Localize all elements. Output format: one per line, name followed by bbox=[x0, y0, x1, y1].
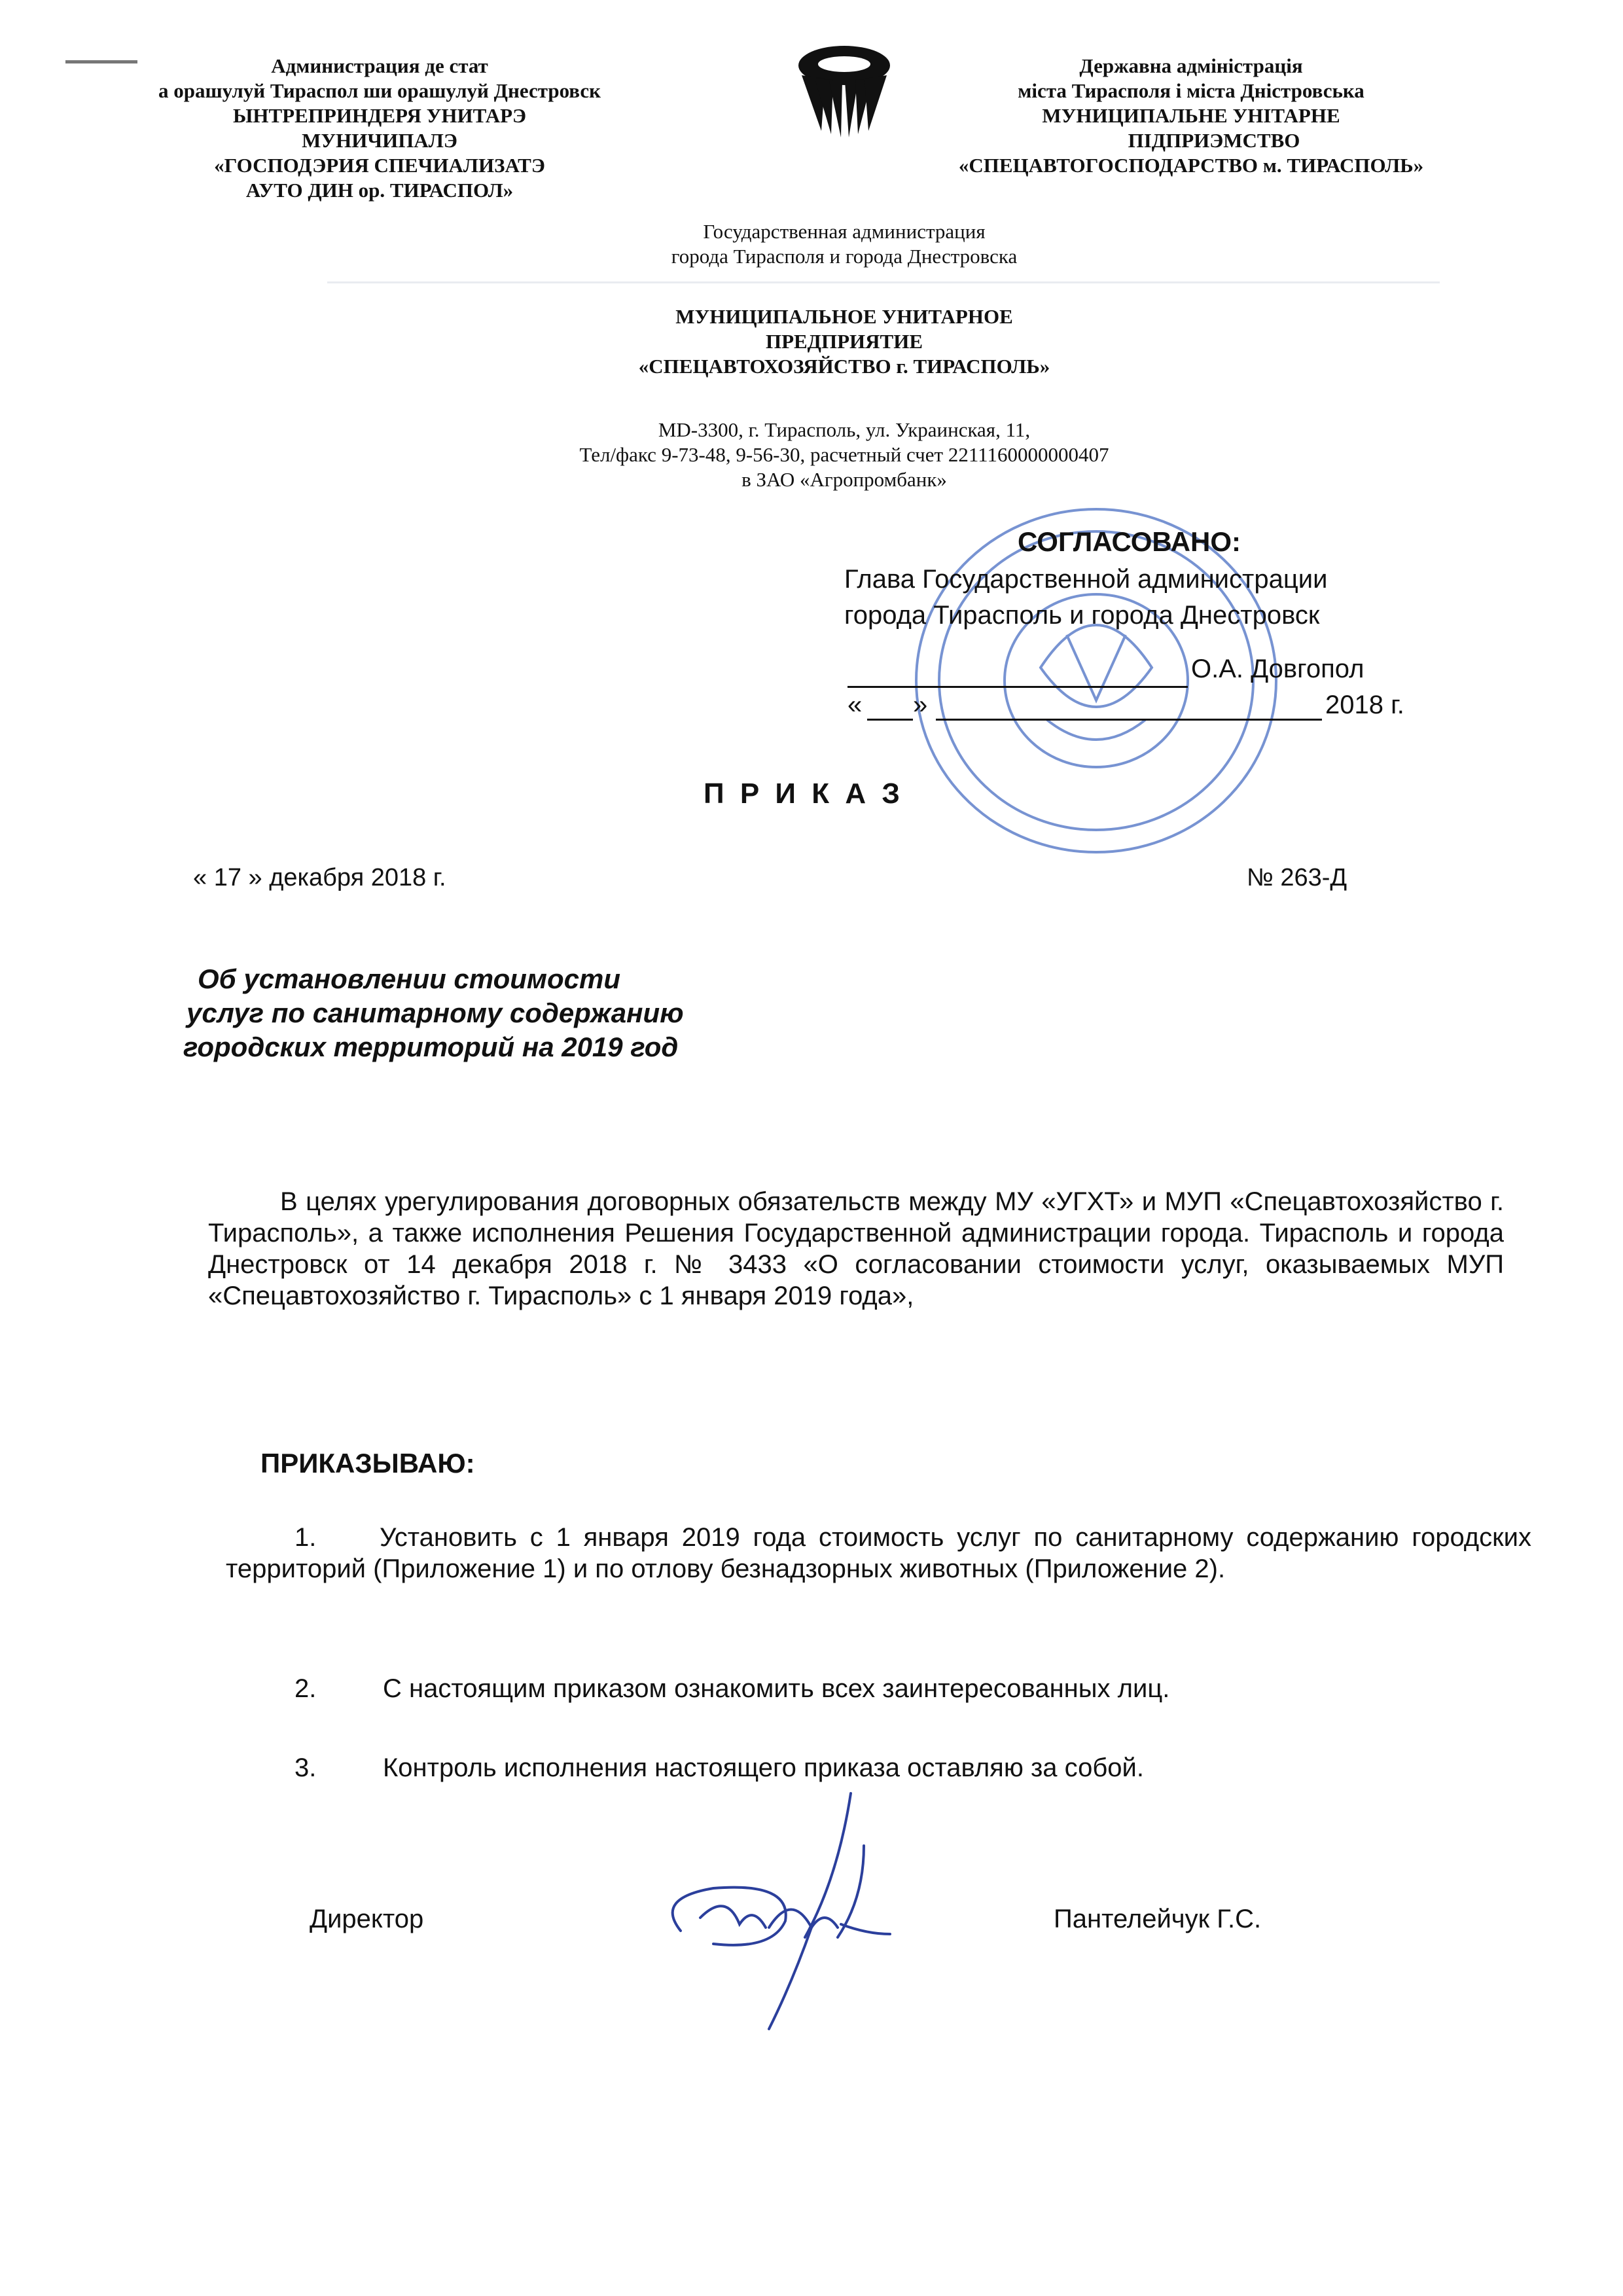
approval-line-2: города Тирасполь и города Днестровск bbox=[844, 601, 1320, 630]
order-subject bbox=[183, 962, 812, 1064]
signature-underline bbox=[847, 686, 1188, 688]
subject-line: городских территорий на 2019 год bbox=[183, 1031, 679, 1062]
item-text: Установить с 1 января 2019 года стоимость услуг по санитарному содержанию городских территорий (Приложение 1) и по отлову безнадзорных животных (Приложение 2). bbox=[226, 1523, 1531, 1583]
header-left-line: а орашулуй Тираспол ши орашулуй Днестровск bbox=[158, 79, 601, 102]
order-title: П Р И К А З bbox=[704, 778, 904, 810]
header-left-line: Администрация де стат bbox=[271, 54, 488, 77]
header-enterprise-block bbox=[524, 304, 1165, 379]
header-right-line: ПІДПРИЭМСТВО bbox=[1128, 129, 1300, 152]
contact-line: MD-3300, г. Тирасполь, ул. Украинская, 11, bbox=[658, 418, 1031, 441]
header-right-line: Державна адміністрація bbox=[1079, 54, 1303, 77]
header-left-block bbox=[158, 54, 601, 203]
approval-year: 2018 г. bbox=[1325, 691, 1404, 719]
approval-date-close: » bbox=[913, 691, 928, 719]
approval-line-1: Глава Государственной администрации bbox=[844, 565, 1328, 594]
order-preamble: В целях урегулирования договорных обязательств между МУ «УГХТ» и МУП «Спецавтохозяйство г. Тирасполь», а также исполнения Решения Государственной администрации города. Тирасполь и города Днестровск от 14 декабря 2018 г. № 3433 «О согласовании стоимости услуг, оказываемых МУП «Спецавтохозяйство г. Тирасполь» с 1 января 2019 года», bbox=[208, 1187, 1504, 1310]
order-word: ПРИКАЗЫВАЮ: bbox=[260, 1448, 475, 1479]
contact-line: в ЗАО «Агропромбанк» bbox=[741, 468, 947, 491]
header-left-line: ЫНТРЕПРИНДЕРЯ УНИТАРЭ bbox=[232, 104, 527, 127]
header-right-line: «СПЕЦАВТОГОСПОДАРСТВО м. ТИРАСПОЛЬ» bbox=[958, 154, 1424, 177]
header-admin-line: города Тирасполя и города Днестровска bbox=[671, 245, 1018, 268]
date-month-underline bbox=[936, 719, 1322, 721]
item-text: С настоящим приказом ознакомить всех заинтересованных лиц. bbox=[383, 1674, 1170, 1703]
order-item-1 bbox=[226, 1522, 1531, 1585]
header-right-line: МУНИЦИПАЛЬНЕ УНІТАРНЕ bbox=[1042, 104, 1340, 127]
company-logo bbox=[795, 39, 893, 137]
contact-block bbox=[497, 418, 1191, 492]
header-enterprise-line: «СПЕЦАВТОХОЗЯЙСТВО г. ТИРАСПОЛЬ» bbox=[638, 355, 1050, 378]
director-position: Директор bbox=[310, 1905, 424, 1933]
scan-mark bbox=[65, 60, 137, 63]
header-left-line: «ГОСПОДЭРИЯ СПЕЧИАЛИЗАТЭ bbox=[214, 154, 545, 177]
order-date: « 17 » декабря 2018 г. bbox=[193, 864, 446, 891]
subject-line: услуг по санитарному содержанию bbox=[187, 997, 684, 1028]
item-number: 2. bbox=[294, 1674, 317, 1703]
subject-line: Об установлении стоимости bbox=[198, 963, 620, 994]
header-left-line: АУТО ДИН ор. ТИРАСПОЛ» bbox=[245, 179, 514, 202]
item-text: Контроль исполнения настоящего приказа оставляю за собой. bbox=[383, 1753, 1144, 1782]
approval-title: СОГЛАСОВАНО: bbox=[1018, 526, 1241, 557]
header-right-line: міста Тирасполя і міста Дністровська bbox=[1018, 79, 1364, 102]
approval-signer: О.А. Довгопол bbox=[1191, 655, 1364, 683]
handwritten-signature bbox=[641, 1767, 916, 2042]
order-item-3 bbox=[294, 1752, 1538, 1784]
item-number: 1. bbox=[294, 1523, 317, 1552]
header-enterprise-line: ПРЕДПРИЯТИЕ bbox=[765, 330, 923, 353]
director-name: Пантелейчук Г.С. bbox=[1054, 1905, 1262, 1933]
header-admin-line: Государственная администрация bbox=[703, 220, 986, 243]
header-left-line: МУНИЧИПАЛЭ bbox=[302, 129, 457, 152]
approval-date-open: « bbox=[847, 691, 863, 719]
header-enterprise-line: МУНИЦИПАЛЬНОЕ УНИТАРНОЕ bbox=[675, 305, 1013, 328]
header-right-block bbox=[958, 54, 1424, 178]
order-item-2 bbox=[294, 1673, 1538, 1704]
order-number: № 263-Д bbox=[1247, 864, 1347, 891]
scan-shadow bbox=[327, 281, 1440, 283]
item-number: 3. bbox=[294, 1753, 317, 1782]
contact-line: Тел/факс 9-73-48, 9-56-30, расчетный счет 2211160000000407 bbox=[579, 443, 1109, 466]
header-admin-block bbox=[576, 219, 1113, 269]
date-day-underline bbox=[867, 719, 913, 721]
